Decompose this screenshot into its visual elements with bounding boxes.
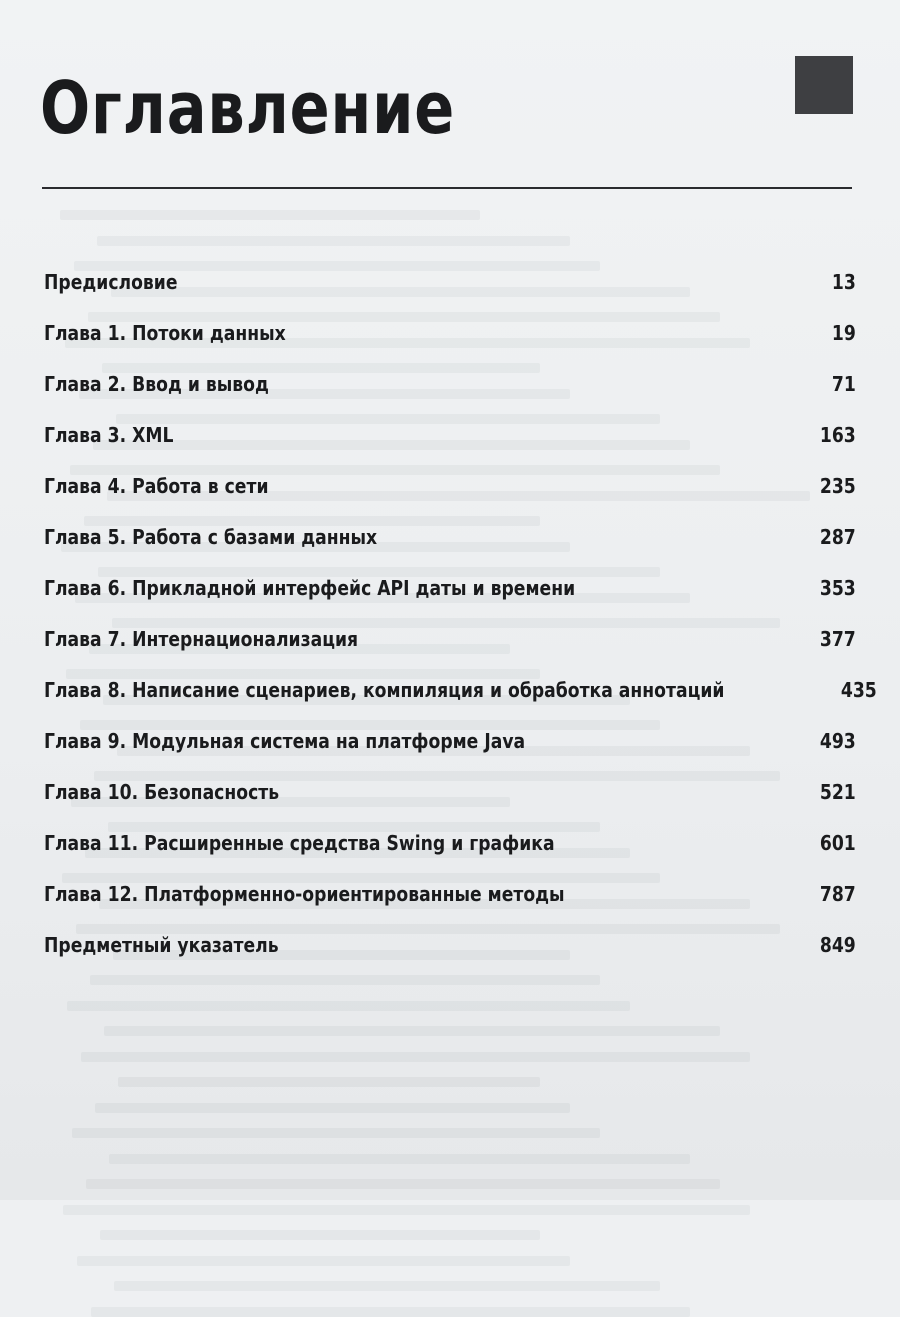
toc-entry-title: Глава 3. XML [44,422,174,447]
show-through-line [86,1179,720,1189]
show-through-line [114,1281,660,1291]
toc-entry [44,664,877,715]
toc-entry-title: Предисловие [44,269,178,294]
corner-marker-block [795,56,853,114]
toc-entry [44,307,856,358]
toc-entry [44,562,856,613]
show-through-line [97,236,570,246]
toc-entry-page: 787 [820,881,856,906]
toc-entry-page: 353 [820,575,856,600]
toc-entry-page: 287 [820,524,856,549]
toc-entry-page: 849 [820,932,856,957]
toc-entry-page: 435 [841,677,877,702]
show-through-line [63,1205,750,1215]
toc-entry-title: Глава 6. Прикладной интерфейс API даты и времени [44,575,576,600]
toc-entry-title: Глава 12. Платформенно-ориентированные методы [44,881,565,906]
toc-entry [44,919,856,970]
toc-entry-page: 377 [820,626,856,651]
toc-entry-title: Глава 7. Интернационализация [44,626,359,651]
show-through-line [104,1026,720,1036]
title-divider [42,187,852,189]
toc-entry-title: Предметный указатель [44,932,279,957]
toc-entry-title: Глава 5. Работа с базами данных [44,524,378,549]
toc-entry [44,409,856,460]
toc-entry [44,358,856,409]
toc-entry-page: 163 [820,422,856,447]
toc-entry [44,256,856,307]
show-through-line [118,1077,540,1087]
show-through-line [90,975,600,985]
toc-entry-title: Глава 4. Работа в сети [44,473,269,498]
show-through-line [67,1001,630,1011]
toc-entry [44,817,856,868]
toc-entry-page: 601 [820,830,856,855]
toc-entry-page: 19 [832,320,856,345]
show-through-line [77,1256,570,1266]
toc-entry-title: Глава 1. Потоки данных [44,320,286,345]
toc-entry [44,460,856,511]
toc-entry-title: Глава 11. Расширенные средства Swing и графика [44,830,555,855]
show-through-line [100,1230,540,1240]
show-through-line [95,1103,570,1113]
show-through-line [91,1307,690,1317]
page-title: Оглавление [40,66,456,150]
show-through-line [81,1052,750,1062]
toc-entry-title: Глава 8. Написание сценариев, компиляция и обработка аннотаций [44,677,725,702]
toc-entry-page: 521 [820,779,856,804]
toc-entry [44,868,856,919]
toc-entry [44,766,856,817]
show-through-line [72,1128,600,1138]
show-through-line [60,210,480,220]
table-of-contents [44,256,877,970]
toc-entry [44,613,856,664]
toc-entry-page: 235 [820,473,856,498]
toc-entry-page: 493 [820,728,856,753]
toc-entry-page: 71 [832,371,856,396]
toc-entry [44,511,856,562]
toc-entry-title: Глава 9. Модульная система на платформе Java [44,728,526,753]
toc-entry-title: Глава 2. Ввод и вывод [44,371,269,396]
toc-entry-title: Глава 10. Безопасность [44,779,280,804]
toc-entry [44,715,856,766]
toc-entry-page: 13 [832,269,856,294]
show-through-line [109,1154,690,1164]
